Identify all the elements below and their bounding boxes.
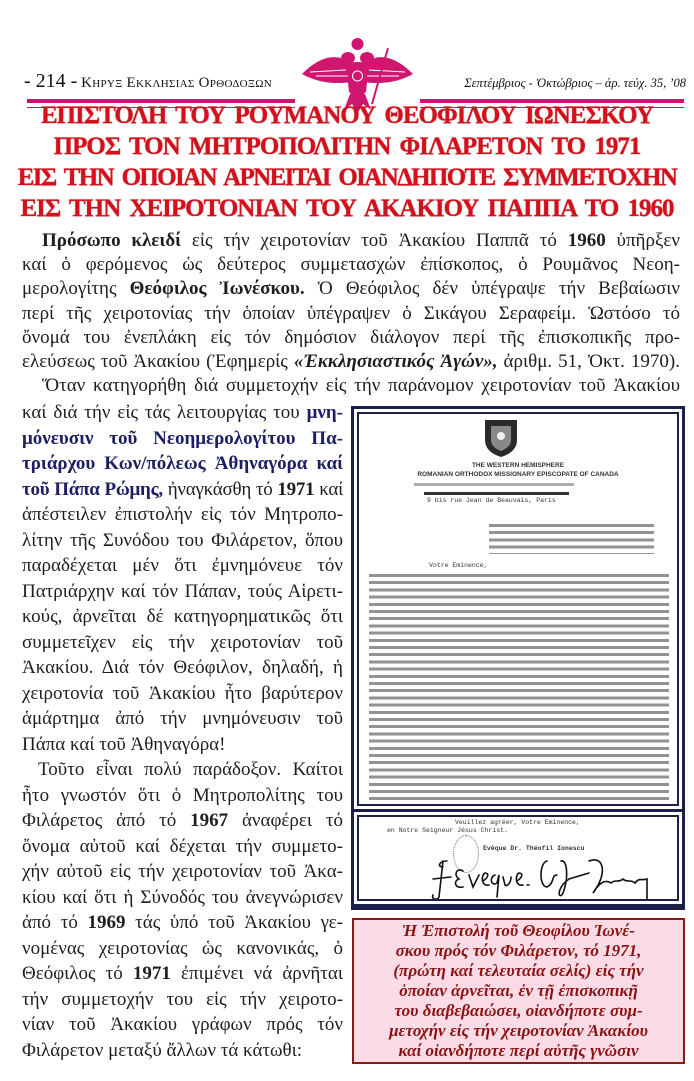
text-segment: περί τῆς χειροτονίας τήν ὁποίαν ὑπέγραψεν ὁ Σικάγου Σεραφείμ. Ὡστόσο τό xyxy=(22,302,680,324)
text-segment: ἦτο γνωστόν ὅτι ὁ Μητροπολίτης του xyxy=(22,784,343,806)
text-line xyxy=(22,351,680,373)
letter-page-first xyxy=(354,409,682,809)
emphasis-text: μόνευσιν τοῦ Νεοημερολογίτου Πα- xyxy=(22,427,343,449)
text-segment: Πατριάρχην καί τόν Πάπαν, τούς Αἱρετι- xyxy=(22,580,343,602)
text-segment: Ὅταν κατηγορήθη διά συμμετοχήν εἰς τήν παράνομον χειροτονίαν τοῦ Ἀκακίου xyxy=(42,375,680,397)
text-segment: Ὁ Θεόφιλος δέν ὑπέγραψε τήν Βεβαίωσιν xyxy=(304,278,680,300)
text-line xyxy=(22,479,343,501)
caption-line: καί οἱανδήποτε περί αὐτῆς γνῶσιν xyxy=(398,1041,639,1060)
text-line xyxy=(22,708,343,730)
text-segment: νομένας χειροτονίας ὡς κανονικάς, ὁ xyxy=(22,937,343,959)
text-line xyxy=(22,836,343,858)
emphasis-text: 1969 xyxy=(87,912,126,933)
emphasis-text: τριάρχου Κων/πόλεως Ἀθηναγόρα καί xyxy=(22,453,343,474)
emphasis-text: Πρόσωπο κλειδί xyxy=(42,230,182,251)
caption-line: του διαβεβαιώσει, οἱανδήποτε συμ- xyxy=(394,1001,643,1020)
letterhead-script-line xyxy=(414,483,574,486)
issue-info: Σεπτέμβριος - Ὀκτώβριος – ἀρ. τεύχ. 35, ’08 xyxy=(464,76,686,90)
title-line: ΕΙΣ ΤΗΝ ΟΠΟΙΑΝ ΑΡΝΕΙΤΑΙ ΟΙΑΝΔΗΠΟΤΕ ΣΥΜΜΕΤΟΧΗΝ xyxy=(17,164,677,191)
episcopate-crest-icon xyxy=(481,416,521,458)
magazine-title: Κηρυξ Εκκλησιας Ορθοδοξων xyxy=(81,75,272,91)
text-segment: τάς ὑπό τοῦ Ἀκακίου γε- xyxy=(125,912,343,933)
letter-page-last xyxy=(354,812,682,904)
recipient-address-block xyxy=(489,524,654,554)
text-segment: ελεύσεως τοῦ Ἀκακίου (Ἐφημερίς xyxy=(22,351,294,372)
text-line xyxy=(22,581,343,603)
letterhead-line-2: ROMANIAN ORTHODOX MISSIONARY EPISCOPATE OF CANADA xyxy=(417,471,619,478)
caption-line: σκου πρός τόν Φιλάρετον, τό 1971, xyxy=(395,941,642,960)
text-line xyxy=(22,606,343,628)
text-segment: Φιλάρετον μεταξύ ἄλλων τά κάτωθι: xyxy=(22,1039,303,1061)
text-segment: νίαν τοῦ Ἀκακίου γράφων πρός τόν xyxy=(22,1014,343,1035)
struck-address-line xyxy=(424,492,569,495)
text-line xyxy=(22,254,680,276)
text-line xyxy=(42,230,680,252)
caption-line: Ἡ Ἐπιστολή τοῦ Θεοφίλου Ἰωνέ- xyxy=(402,921,635,940)
text-segment: ὑπῆρξεν xyxy=(605,230,680,251)
text-line xyxy=(22,428,343,450)
text-segment: Ἀκακίου. Διά τόν Θεόφιλον, δηλαδή, ἡ xyxy=(22,657,343,678)
text-segment: καί ὁ φερόμενος ὡς δεύτερος συμμετασχών ἐπίσκοπος, ὁ Ρουμᾶνος Νεοη- xyxy=(22,254,680,276)
letter-closing-2: en Notre Seigneur Jésus Christ. xyxy=(387,827,508,834)
letter-body-text xyxy=(369,574,669,802)
page-number: - 214 - xyxy=(24,70,78,92)
text-line xyxy=(22,989,343,1011)
text-segment: παραδέχεται μέν ὅτι ἐμνημόνευε τόν xyxy=(22,555,343,576)
caption-line: μετοχήν εἰς τήν χειροτονίαν Ἀκακίου xyxy=(389,1021,648,1040)
emphasis-text: 1967 xyxy=(190,810,229,831)
text-line xyxy=(38,759,343,781)
emphasis-text: 1971 xyxy=(132,963,171,984)
emphasis-text: τοῦ Πάπα Ρώμης, xyxy=(22,478,163,500)
text-segment: Θεόφιλος τό xyxy=(22,963,133,984)
text-line xyxy=(22,327,680,349)
emphasis-text: 1971 xyxy=(277,478,315,500)
text-segment: ὄνομά του ἐνεπλάκη εἰς τόν δημόσιον διάλογον περί τῆς ἐπισκοπικῆς προ- xyxy=(22,326,680,348)
letter-closing-1: Veuillez agréer, Votre Eminence, xyxy=(455,819,580,826)
text-line xyxy=(22,504,343,526)
title-line: ΕΙΣ ΤΗΝ ΧΕΙΡΟΤΟΝΙΑΝ ΤΟΥ ΑΚΑΚΙΟΥ ΠΑΠΠΑ ΤΟ 1960 xyxy=(20,195,674,222)
text-line xyxy=(22,555,343,577)
text-segment: ἀπό τό xyxy=(22,912,88,933)
text-segment: Πάπα καί τοῦ Ἀθηναγόρα! xyxy=(22,733,226,755)
emphasis-text: 1960 xyxy=(567,230,606,251)
letter-salutation: Votre Eminence, xyxy=(429,562,488,569)
emphasis-text: Θεόφιλος Ἰωνέσκου. xyxy=(129,278,305,300)
text-segment: ἐπιμένει νά ἀρνῆται xyxy=(170,963,343,984)
handwritten-signature xyxy=(429,853,669,901)
text-segment: χήν αὐτοῦ εἰς τήν χειροτονίαν τοῦ Ἀκα- xyxy=(22,861,343,882)
letterhead-line-1: THE WESTERN HEMISPHERE xyxy=(471,462,565,469)
text-line xyxy=(22,453,343,475)
text-line xyxy=(22,912,343,934)
text-segment: ἀριθμ. 51, Ὀκτ. 1970). xyxy=(497,351,680,372)
text-line xyxy=(22,303,680,325)
emphasis-text: μνη- xyxy=(306,402,343,423)
title-line: ΠΡΟΣ ΤΟΝ ΜΗΤΡΟΠΟΛΙΤΗΝ ΦΙΛΑΡΕΤΟΝ ΤΟ 1971 xyxy=(53,133,641,160)
emphasis-text: «Ἐκκλησιαστικός Ἀγών», xyxy=(293,351,498,372)
signatory-name: Evêque Dr. Théofil Ionescu xyxy=(483,845,585,852)
text-segment: χειροτονία τοῦ Ἀκακίου ἦτο βαρύτερον xyxy=(22,682,343,704)
text-line xyxy=(22,402,343,424)
text-line xyxy=(22,938,343,960)
text-line xyxy=(22,1040,343,1062)
text-segment: εἰς τήν χειροτονίαν τοῦ Ἀκακίου Παππᾶ τό xyxy=(181,230,568,251)
text-segment: Φιλάρετος ἀπό τό xyxy=(22,810,191,831)
text-segment: τήν συμμετοχήν του εἰς τήν χειροτο- xyxy=(22,988,343,1010)
text-line xyxy=(22,963,343,985)
text-line xyxy=(22,278,680,300)
caption-line: (πρώτη καί τελευταία σελίς) εἰς τήν xyxy=(393,961,644,980)
text-segment: λίτην τῆς Συνόδου του Φιλάρετον, ὅπου xyxy=(22,529,343,551)
text-line xyxy=(22,810,343,832)
text-segment: καί xyxy=(314,478,343,500)
running-header-left xyxy=(24,70,272,93)
text-segment: καί διά τήν εἰς τάς λειτουργίας του xyxy=(22,402,307,423)
text-segment: ἁμάρτημα ἀπό τήν μνημόνευσιν τοῦ xyxy=(22,708,343,729)
text-segment: ὄνομα αὐτοῦ καί δέχεται τήν συμμετο- xyxy=(22,835,343,857)
text-line xyxy=(42,375,680,397)
text-line xyxy=(22,734,343,756)
text-line xyxy=(22,785,343,807)
text-line xyxy=(22,1014,343,1036)
text-segment: κίου καί ὅτι ἡ Σύνοδός του ἀνεγνώρισεν xyxy=(22,886,343,908)
text-line xyxy=(22,632,343,654)
letter-address: 9 bis rue Jean de Beauvais, Paris xyxy=(427,497,556,504)
figure-caption xyxy=(352,918,685,1064)
text-line xyxy=(22,887,343,909)
text-segment: συμμετεῖχεν εἰς τήν χειροτονίαν τοῦ xyxy=(22,631,343,653)
text-line xyxy=(22,657,343,679)
caption-line: ὁποίαν ἀρνεῖται, ἐν τῇ ἐπισκοπικῇ xyxy=(399,981,638,1000)
text-segment: ἀπέστειλεν ἐπιστολήν εἰς τόν Μητροπο- xyxy=(22,504,343,525)
text-segment: κούς, ἀρνεῖται δέ κατηγορηματικῶς ὅτι xyxy=(22,606,343,627)
text-line xyxy=(22,530,343,552)
text-line xyxy=(22,861,343,883)
text-line xyxy=(22,683,343,705)
title-line: ΕΠΙΣΤΟΛΗ ΤΟΥ ΡΟΥΜΑΝΟΥ ΘΕΟΦΙΛΟΥ ΙΩΝΕΣΚΟΥ xyxy=(40,102,654,129)
text-segment: Τοῦτο εἶναι πολύ παράδοξον. Καίτοι xyxy=(38,759,343,780)
text-segment: μερολογίτης xyxy=(22,278,130,300)
text-segment: ἀναφέρει τό xyxy=(228,810,343,831)
letter-facsimile xyxy=(351,406,685,910)
text-segment: ἠναγκάσθη τό xyxy=(162,478,278,500)
